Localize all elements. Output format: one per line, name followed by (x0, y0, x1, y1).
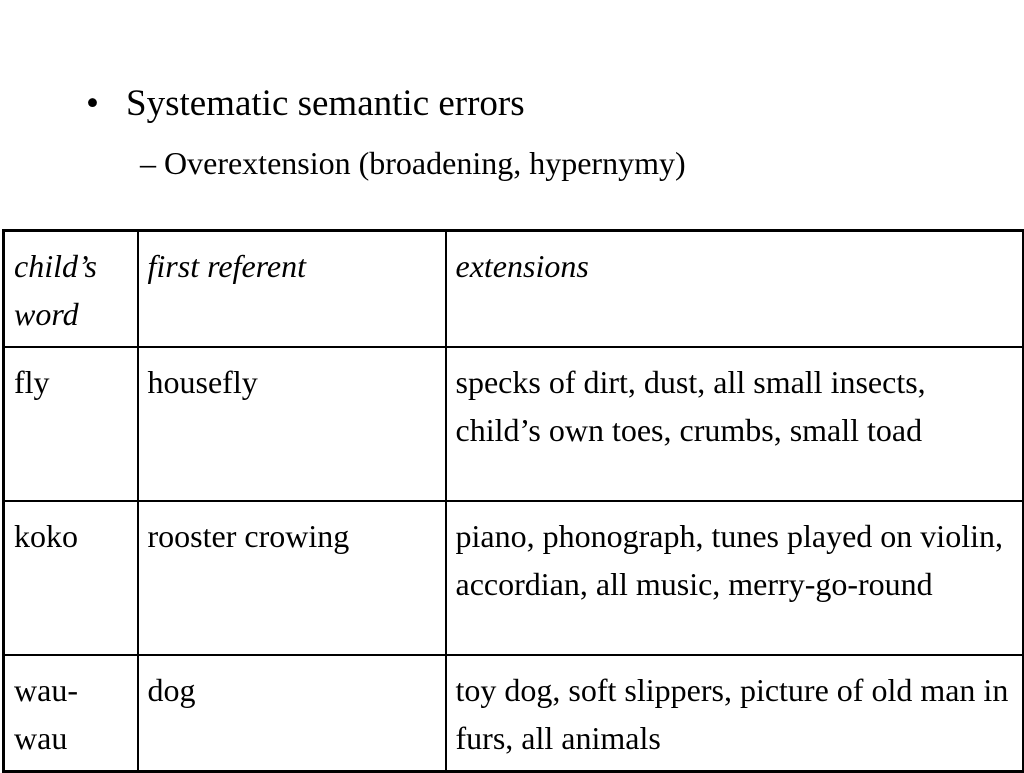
table-row (4, 655, 1024, 772)
bullet-item (86, 82, 525, 126)
bullet-dot-icon: • (86, 83, 99, 124)
cell-childs-word: fly (4, 347, 138, 501)
table-header-row (4, 231, 1024, 348)
cell-childs-word: koko (4, 501, 138, 655)
cell-extensions: specks of dirt, dust, all small insects, child’s own toes, crumbs, small toad (446, 347, 1024, 501)
cell-first-referent: housefly (138, 347, 446, 501)
header-first-referent: first referent (138, 231, 446, 348)
cell-extensions: piano, phonograph, tunes played on violin, accordian, all music, merry-go-round (446, 501, 1024, 655)
table-row (4, 501, 1024, 655)
sub-bullet-text: – Overextension (broadening, hypernymy) (140, 145, 686, 181)
cell-first-referent: rooster crowing (138, 501, 446, 655)
bullet-text: Systematic semantic errors (126, 83, 525, 124)
header-childs-word: child’s word (4, 231, 138, 348)
sub-bullet-item (140, 143, 686, 183)
cell-childs-word: wau-wau (4, 655, 138, 772)
cell-first-referent: dog (138, 655, 446, 772)
cell-extensions: toy dog, soft slippers, picture of old man in furs, all animals (446, 655, 1024, 772)
table-row (4, 347, 1024, 501)
header-extensions: extensions (446, 231, 1024, 348)
overextension-table (2, 229, 1024, 773)
